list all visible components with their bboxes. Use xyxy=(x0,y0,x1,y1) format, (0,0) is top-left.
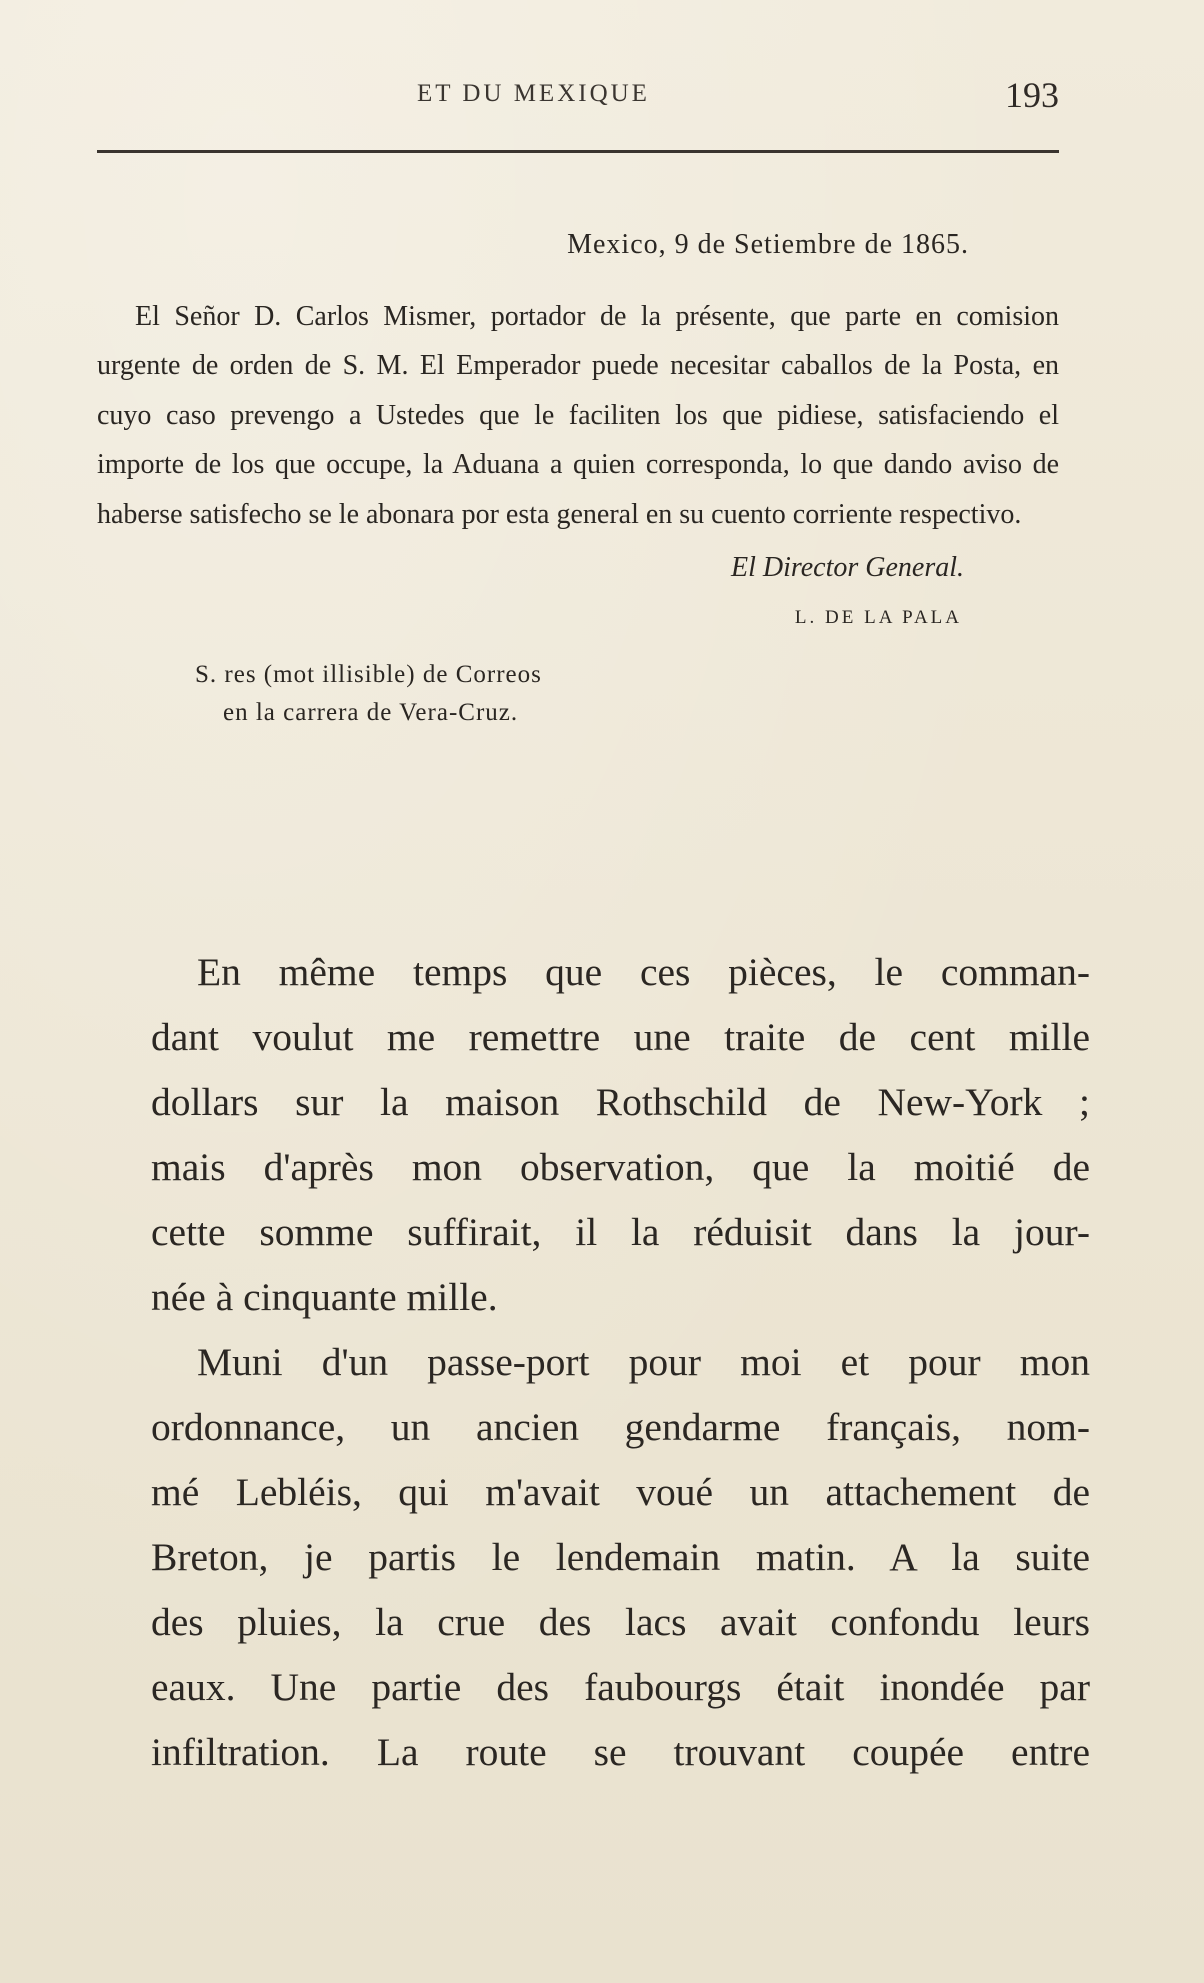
paragraph xyxy=(105,940,1090,1330)
letter-body: El Señor D. Carlos Mismer, portador de la présente, que parte en comision urgente de orden de S. M. El Emperador puede necesitar caballos de la Posta, en cuyo caso prevengo a Ustedes que le faciliten los que pidiese, satisfaciendo el importe de los que occupe, la Aduana a quien corresponda, lo que dando aviso de haberse satisfecho se le abonara por esta general en su cuento corriente respectivo. xyxy=(97,300,1059,530)
letter-dateline: Mexico, 9 de Setiembre de 1865. xyxy=(567,229,969,260)
narrative-text xyxy=(105,940,1090,1785)
recipient-line: en la carrera de Vera-Cruz. xyxy=(223,699,519,726)
text-line: Muni d'un passe-port pour moi et pour mon xyxy=(197,1340,1090,1384)
text-line: eaux. Une partie des faubourgs était inondée par xyxy=(151,1665,1090,1709)
signature-name: L. DE LA PALA xyxy=(794,606,962,628)
header-rule xyxy=(97,150,1059,153)
text-line: dollars sur la maison Rothschild de New-York ; xyxy=(151,1080,1090,1124)
text-line: En même temps que ces pièces, le comman- xyxy=(197,950,1090,994)
page-number: 193 xyxy=(1005,75,1059,115)
quoted-letter xyxy=(97,220,1059,732)
text-line: née à cinquante mille. xyxy=(151,1275,498,1319)
paragraph xyxy=(105,1330,1090,1785)
text-line: dant voulut me remettre une traite de cent mille xyxy=(151,1015,1090,1059)
text-line: infiltration. La route se trouvant coupée entre xyxy=(151,1730,1090,1774)
text-line: Breton, je partis le lendemain matin. A la suite xyxy=(151,1535,1090,1579)
text-line: cette somme suffirait, il la réduisit dans la jour- xyxy=(151,1210,1090,1254)
text-line: ordonnance, un ancien gendarme français, nom- xyxy=(151,1405,1090,1449)
running-title: ET DU MEXIQUE xyxy=(417,80,650,107)
running-header xyxy=(97,76,1059,116)
text-line: des pluies, la crue des lacs avait confondu leurs xyxy=(151,1600,1090,1644)
letter-recipient xyxy=(195,656,1059,732)
recipient-line: S. res (mot illisible) de Correos xyxy=(195,661,542,688)
text-line: mé Lebléis, qui m'avait voué un attachement de xyxy=(151,1470,1090,1514)
text-line: mais d'après mon observation, que la moitié de xyxy=(151,1145,1090,1189)
signature-title: El Director General. xyxy=(730,552,964,583)
